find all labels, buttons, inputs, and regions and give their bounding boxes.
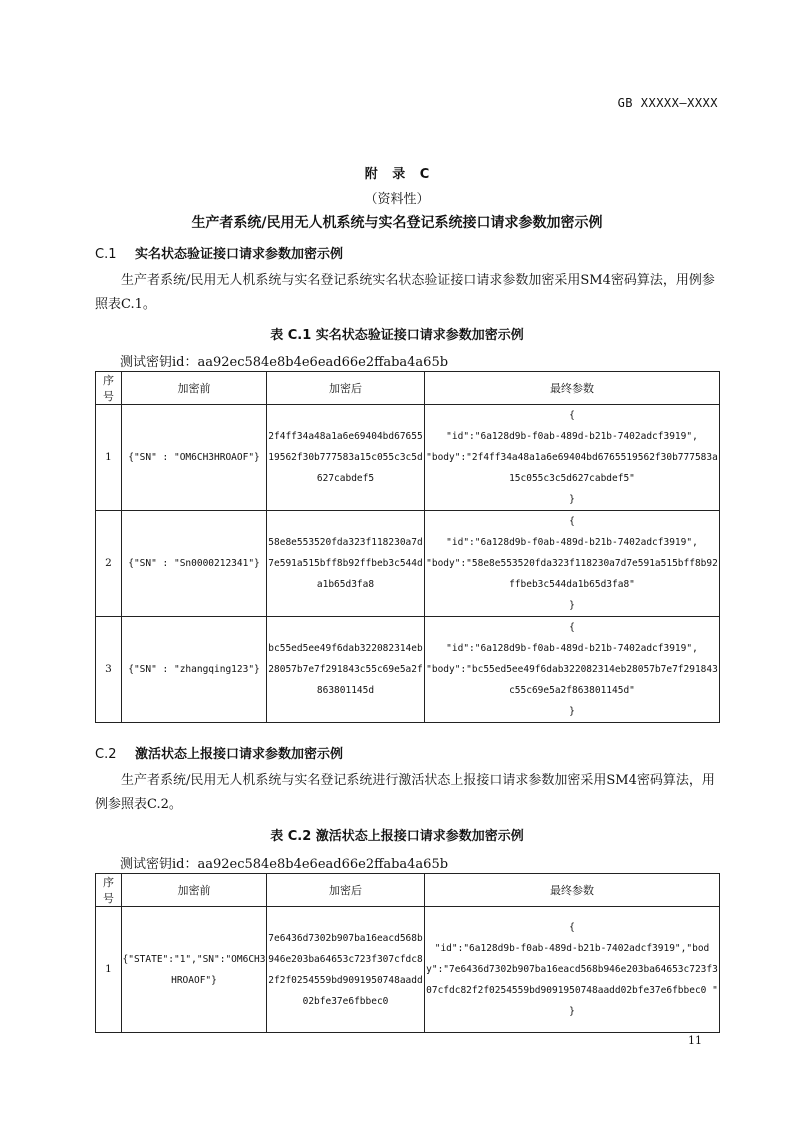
row-index: 3 <box>96 617 122 723</box>
final-line: { <box>569 922 575 933</box>
section-heading-c2 <box>95 743 343 762</box>
row-before: {"SN" : "zhangqing123"} <box>122 617 267 723</box>
final-line: } <box>569 706 575 717</box>
row-final <box>425 405 720 511</box>
header-before: 加密前 <box>122 372 267 405</box>
header-index: 序号 <box>96 372 122 405</box>
section-paragraph-c1: 生产者系统/民用无人机系统与实名登记系统实名状态验证接口请求参数加密采用SM4密码算法，用例参照表C.1。 <box>95 273 715 312</box>
table-row <box>96 405 720 511</box>
encryption-table-c2 <box>95 873 720 1033</box>
table-header-row <box>96 372 720 405</box>
test-key-line-c1: 测试密钥id：aa92ec584e8b4e6ead66e2ffaba4a65b <box>120 355 449 370</box>
row-after: 2f4ff34a48a1a6e69404bd6765519562f30b777583a15c055c3c5d627cabdef5 <box>267 405 425 511</box>
header-final: 最终参数 <box>425 372 720 405</box>
final-line: "id":"6a128d9b-f0ab-489d-b21b-7402adcf3919", <box>446 537 698 548</box>
row-after: 58e8e553520fda323f118230a7d7e591a515bff8b92ffbeb3c544da1b65d3fa8 <box>267 511 425 617</box>
page-number: 11 <box>688 1034 702 1047</box>
row-before: {"SN" : "Sn0000212341"} <box>122 511 267 617</box>
table-row <box>96 907 720 1033</box>
final-line: { <box>569 622 575 633</box>
appendix-nature: （资料性） <box>364 192 430 207</box>
header-after: 加密后 <box>267 372 425 405</box>
appendix-subject: 生产者系统/民用无人机系统与实名登记系统接口请求参数加密示例 <box>191 215 603 231</box>
row-index: 2 <box>96 511 122 617</box>
final-line: } <box>569 600 575 611</box>
final-line: "id":"6a128d9b-f0ab-489d-b21b-7402adcf3919", <box>446 643 698 654</box>
row-final <box>425 511 720 617</box>
table-caption-c2: 表 C.2 激活状态上报接口请求参数加密示例 <box>270 829 524 844</box>
final-line: } <box>569 1006 575 1017</box>
final-line: } <box>569 494 575 505</box>
header-index: 序号 <box>96 874 122 907</box>
section-paragraph-c2: 生产者系统/民用无人机系统与实名登记系统进行激活状态上报接口请求参数加密采用SM4密码算法，用例参照表C.2。 <box>95 773 715 812</box>
row-before: {"STATE":"1","SN":"OM6CH3HROAOF"} <box>122 907 267 1033</box>
row-after: 7e6436d7302b907ba16eacd568b946e203ba64653c723f307cfdc82f2f0254559bd9091950748aadd02bfe37e6fbbec0 <box>267 907 425 1033</box>
row-before: {"SN" : "OM6CH3HROAOF"} <box>122 405 267 511</box>
header-before: 加密前 <box>122 874 267 907</box>
final-line: { <box>569 410 575 421</box>
row-after: bc55ed5ee49f6dab322082314eb28057b7e7f291843c55c69e5a2f863801145d <box>267 617 425 723</box>
table-caption-c1: 表 C.1 实名状态验证接口请求参数加密示例 <box>270 328 524 343</box>
header-final: 最终参数 <box>425 874 720 907</box>
table-row <box>96 617 720 723</box>
test-key-line-c2: 测试密钥id：aa92ec584e8b4e6ead66e2ffaba4a65b <box>120 857 449 872</box>
table-row <box>96 511 720 617</box>
appendix-label: 附 录 C <box>364 167 430 182</box>
section-title: 激活状态上报接口请求参数加密示例 <box>135 747 344 762</box>
row-final <box>425 907 720 1033</box>
row-index: 1 <box>96 405 122 511</box>
table-header-row <box>96 874 720 907</box>
final-line: { <box>569 516 575 527</box>
standard-number: GB XXXXX—XXXX <box>617 96 718 110</box>
section-number: C.1 <box>95 247 117 262</box>
section-title: 实名状态验证接口请求参数加密示例 <box>135 247 344 262</box>
encryption-table-c1 <box>95 371 720 723</box>
final-line: "id":"6a128d9b-f0ab-489d-b21b-7402adcf3919", <box>446 431 698 442</box>
appendix-heading <box>0 163 794 232</box>
final-line: "id":"6a128d9b-f0ab-489d-b21b-7402adcf3919","body":"7e6436d7302b907ba16eacd568b946e203ba64653c723f307cfdc82f2f0254559bd9091950748aadd02bfe37e6fbbec0 " <box>426 943 718 996</box>
section-number: C.2 <box>95 747 117 762</box>
final-line: "body":"2f4ff34a48a1a6e69404bd6765519562f30b777583a15c055c3c5d627cabdef5" <box>426 452 718 484</box>
section-heading-c1 <box>95 243 343 262</box>
final-line: "body":"58e8e553520fda323f118230a7d7e591a515bff8b92ffbeb3c544da1b65d3fa8" <box>426 558 718 590</box>
row-final <box>425 617 720 723</box>
header-after: 加密后 <box>267 874 425 907</box>
row-index: 1 <box>96 907 122 1033</box>
final-line: "body":"bc55ed5ee49f6dab322082314eb28057b7e7f291843c55c69e5a2f863801145d" <box>426 664 718 696</box>
